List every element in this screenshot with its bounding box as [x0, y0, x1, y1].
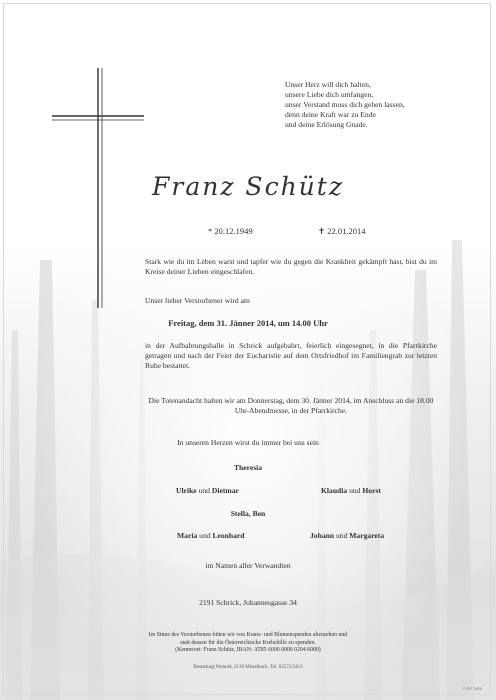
donation-line: Im Sinne des Verstorbenen bitten wir von Kranz- und Blumenspenden abzusehen und	[148, 632, 348, 638]
family-ulrike-dietmar	[176, 486, 239, 495]
death-date: ✝ 22.01.2014	[318, 226, 366, 236]
family-margareta: Margareta	[349, 531, 385, 540]
family-stella-ben: Stella, Ben	[230, 509, 266, 518]
family-maria-leonhard	[177, 531, 245, 540]
family-ulrike: Ulrike	[176, 486, 197, 495]
intro-text: Stark wie du im Leben warst und tapfer wie du gegen die Krankheit gekämpft hast, bist du im Kreise deiner Lieben eingeschlafen.	[145, 257, 437, 277]
family-und: und	[198, 486, 210, 495]
poem-line: unsere Liebe dich umfangen,	[285, 90, 374, 99]
funeral-date: Freitag, dem 31. Jänner 2014, um 14.00 Uhr	[168, 318, 328, 328]
donation-note	[0, 632, 496, 655]
family-johann: Johann	[310, 531, 335, 540]
family-und: und	[335, 531, 348, 540]
family-horst: Horst	[362, 486, 381, 495]
family-dietmar: Dietmar	[211, 486, 239, 495]
announcement-text: Unser lieber Verstorbener wird am	[145, 296, 250, 305]
poem-line: unser Verstand muss dich gehen lassen,	[285, 100, 405, 109]
relatives-text: im Namen aller Verwandten	[205, 561, 291, 570]
printer-credit: Bestattung Pernold, 2130 Mistelbach, Tel. 02572/2413	[193, 665, 303, 670]
family-klaudia: Klaudia	[321, 486, 348, 495]
poem-line: Unser Herz will dich halten,	[285, 80, 371, 89]
print-code: © EP 7820	[462, 686, 482, 691]
family-johann-margareta	[310, 531, 384, 540]
birth-date: * 20.12.1949	[208, 226, 253, 236]
vigil-text: Die Totenandacht halten wir am Donnerstag, dem 30. Jänner 2014, im Anschluss an die 18.00 Uhr-Abendmesse, in der Pfarrkirche.	[148, 396, 434, 416]
deceased-name: Franz Schütz	[152, 172, 344, 201]
address-text: 2191 Schrick, Johannesgasse 34	[199, 598, 297, 607]
donation-line: statt dessen für die Österreichische Krebshilfe zu spenden.	[180, 639, 316, 646]
remembrance-text: In unseren Herzen wirst du immer bei uns sein	[177, 438, 319, 447]
donation-line: (Kennwort: Franz Schütz, IBAN: AT85 6000 0000 0204 6000)	[175, 647, 321, 654]
family-theresia: Theresia	[233, 463, 263, 472]
family-maria: Maria	[177, 531, 198, 540]
family-und: und	[349, 486, 361, 495]
family-und: und	[199, 531, 211, 540]
poem-line: denn deine Kraft war zu Ende	[285, 110, 376, 119]
family-klaudia-horst	[321, 486, 381, 495]
funeral-details: in der Aufbahrungshalle in Schrick aufgebahrt, feierlich eingesegnet, in die Pfarrkirche getragen und nach der Feier der Eucharistie auf dem Ortsfriedhof im Familiengrab zur letzten Ruhe bestattet.	[145, 341, 437, 371]
family-leonhard: Leonhard	[212, 531, 245, 540]
poem	[285, 80, 475, 130]
poem-line: und deine Erlösung Gnade.	[285, 120, 368, 129]
